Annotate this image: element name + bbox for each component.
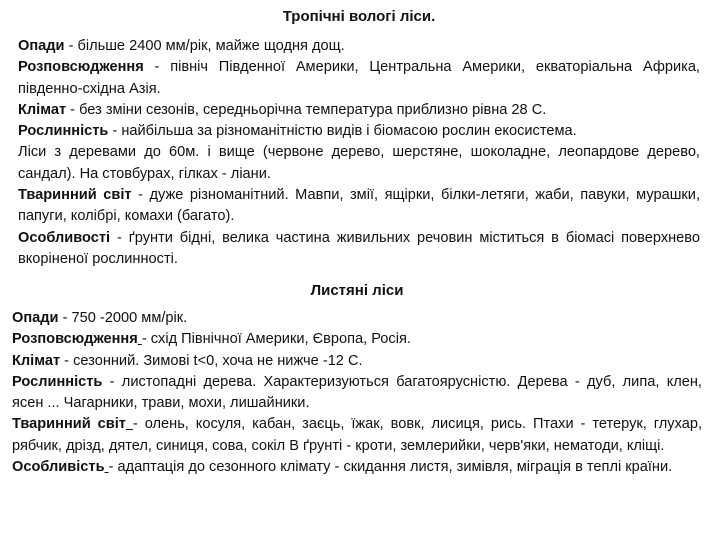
features-paragraph	[12, 457, 702, 478]
paragraph-label: Тваринний світ	[18, 187, 132, 204]
paragraph-label: Особливості	[18, 229, 111, 246]
paragraph-text: Ліси з деревами до 60м. і вище (червоне дерево, шерстяне, шоколадне, леопардове дерево, сандал). На стовбурах, гілках - ліани.	[18, 144, 700, 182]
paragraph-text: - листопадні дерева. Характеризуються багатоярусністю. Дерева - дуб, липа, клен, ясен ... Чагарники, трави, мохи, лишайники.	[12, 373, 702, 412]
paragraph-label: Опади	[12, 310, 59, 326]
climate-paragraph	[12, 351, 702, 372]
tropical-forests-section	[18, 6, 700, 270]
forests-paragraph	[18, 142, 700, 185]
vegetation-paragraph	[12, 372, 702, 415]
paragraph-text: - найбільша за різноманітністю видів і біомасою рослин екосистема.	[108, 123, 577, 140]
features-paragraph	[18, 228, 700, 271]
paragraph-text: - без зміни сезонів, середньорічна температура приблизно рівна 28 С.	[66, 101, 547, 118]
paragraph-label: Рослинність	[18, 123, 109, 140]
paragraph-label: Розповсюдження	[12, 331, 138, 348]
paragraph-text: - північ Південної Америки, Центральна Америки, екваторіальна Африка, південно-східна Азія.	[18, 59, 700, 97]
paragraph-text: - сезонний. Зимові t<0, хоча не нижче -12 С.	[60, 352, 363, 369]
paragraph-label: Тваринний світ	[12, 416, 126, 433]
precipitation-paragraph	[12, 308, 702, 329]
paragraph-label: Особливість	[12, 459, 105, 476]
paragraph-text: - адаптація до сезонного клімату - скидання листя, зимівля, міграція в теплі країни.	[108, 459, 673, 476]
paragraph-label: Рослинність	[12, 373, 103, 390]
paragraph-text: - 750 -2000 мм/рік.	[58, 310, 188, 326]
paragraph-label: Опади	[18, 38, 65, 54]
distribution-paragraph	[18, 57, 700, 100]
paragraph-label: Клімат	[12, 352, 61, 369]
deciduous-forests-section	[12, 280, 702, 478]
fauna-paragraph	[18, 185, 700, 228]
paragraph-label: Розповсюдження	[18, 59, 144, 76]
precipitation-paragraph	[18, 36, 700, 57]
vegetation-paragraph	[18, 121, 700, 142]
paragraph-text: - олень, косуля, кабан, заєць, їжак, вовк, лисиця, рись. Птахи - тетерук, глухар, рябчик, дрізд, дятел, синиця, сова, сокіл В ґрунті - кроти, землерийки, черв'яки, нематоди, кліщі.	[12, 416, 703, 454]
paragraph-label: Клімат	[18, 101, 67, 118]
paragraph-text: - дуже різноманітний. Мавпи, змії, ящірки, білки-летяги, жаби, павуки, мурашки, папуги, колібрі, комахи (багато).	[18, 187, 701, 225]
climate-paragraph	[18, 100, 700, 121]
fauna-paragraph	[12, 414, 702, 457]
paragraph-text: - більше 2400 мм/рік, майже щодня дощ.	[64, 38, 345, 54]
paragraph-text: - ґрунти бідні, велика частина живильних речовин міститься в біомасі поверхнево вкоріненої рослинності.	[18, 229, 700, 267]
underlined-space	[126, 416, 133, 432]
distribution-paragraph	[12, 329, 702, 350]
section-title: Листяні ліси	[310, 282, 404, 299]
section-title: Тропічні вологі ліси.	[282, 8, 436, 25]
paragraph-text: - схід Північної Америки, Європа, Росія.	[141, 331, 411, 348]
